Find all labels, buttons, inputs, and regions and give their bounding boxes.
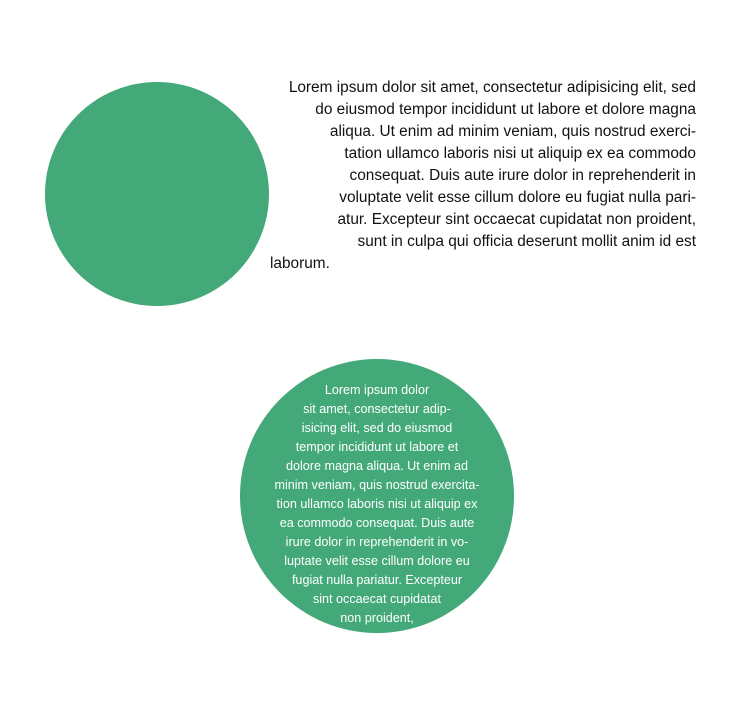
circle-paragraph-line: Lorem ipsum dolor xyxy=(324,383,430,397)
circle-paragraph-line: isicing elit, sed do eiusmod xyxy=(301,421,453,435)
circle-paragraph-line: irure dolor in reprehenderit in vo- xyxy=(285,535,469,549)
paragraph-line: consequat. Duis aute irure dolor in reprehenderit in xyxy=(349,167,696,184)
paragraph-line: sunt in culpa qui officia deserunt mollit anim id est xyxy=(357,233,696,250)
paragraph-line: do eiusmod tempor incididunt ut labore et dolore magna xyxy=(315,101,696,118)
circle-paragraph-line: tempor incididunt ut labore et xyxy=(295,440,459,454)
circle-paragraph-line: luptate velit esse cillum dolore eu xyxy=(284,554,470,568)
paragraph-line: Lorem ipsum dolor sit amet, consectetur adipisicing elit, sed xyxy=(288,79,696,96)
circle-paragraph-line: sint occaecat cupidatat xyxy=(312,592,442,606)
circle-paragraph-line: tion ullamco laboris nisi ut aliquip ex xyxy=(276,497,478,511)
paragraph-line: aliqua. Ut enim ad minim veniam, quis nostrud exerci- xyxy=(329,123,696,140)
circle-paragraph-line: non proident, xyxy=(340,611,414,625)
circle-paragraph-line: minim veniam, quis nostrud exercita- xyxy=(274,478,480,492)
paragraph-line: voluptate velit esse cillum dolore eu fugiat nulla pari- xyxy=(339,189,696,206)
circle-paragraph-line: dolore magna aliqua. Ut enim ad xyxy=(285,459,469,473)
circle-paragraph-line: sit amet, consectetur adip- xyxy=(303,402,451,416)
paragraph-line: laborum. xyxy=(270,255,330,272)
circle-paragraph-line: ea commodo consequat. Duis aute xyxy=(279,516,475,530)
paragraph-line: atur. Excepteur sint occaecat cupidatat non proident, xyxy=(337,211,696,228)
circle-paragraph-line: fugiat nulla pariatur. Excepteur xyxy=(291,573,463,587)
paragraph-line: tation ullamco laboris nisi ut aliquip ex ea commodo xyxy=(344,145,696,162)
